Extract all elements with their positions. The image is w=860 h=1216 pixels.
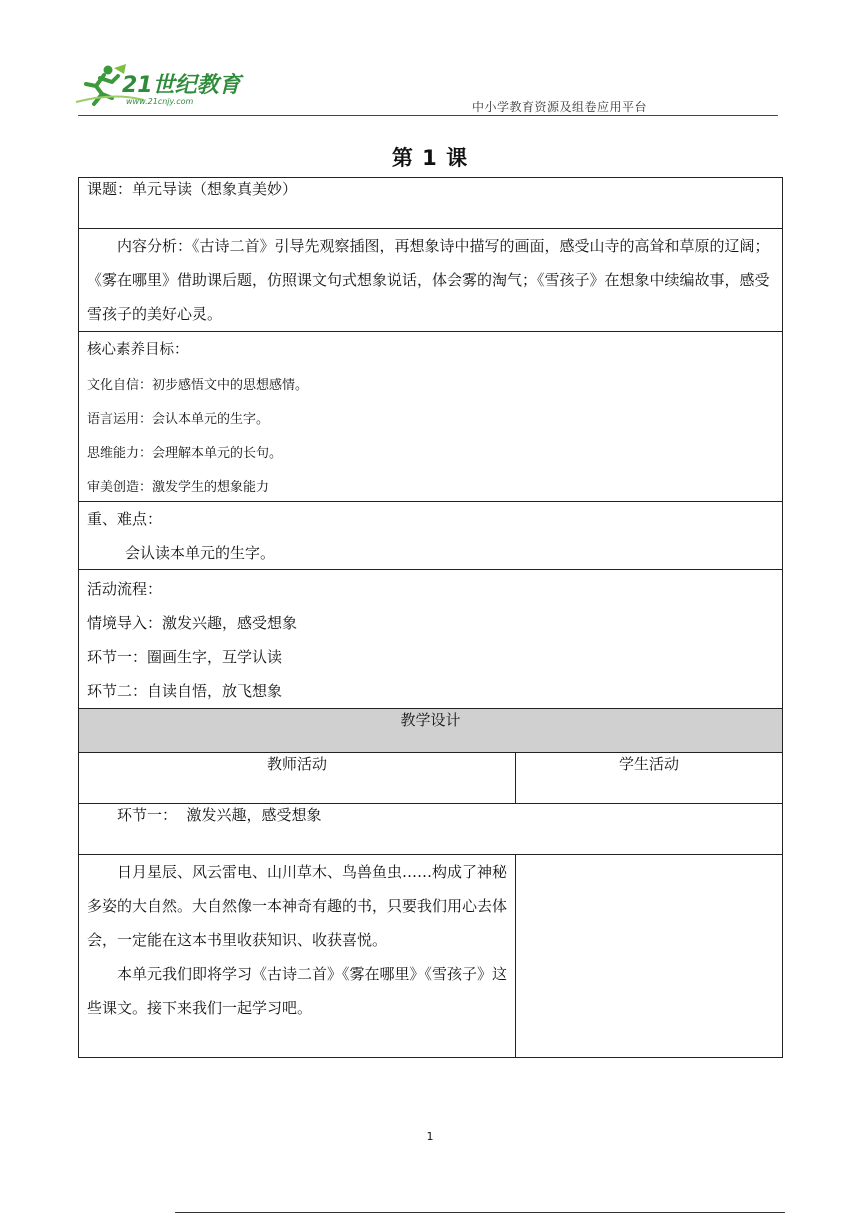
teaching-design-heading: 教学设计 <box>79 709 783 753</box>
analysis-cell: 内容分析：《古诗二首》引导先观察插图，再想象诗中描写的画面，感受山寺的高耸和草原的辽阔；《雾在哪里》借助课后题，仿照课文句式想象说话，体会雾的淘气；《雪孩子》在想象中续编故事，感受雪孩子的美好心灵。 <box>79 229 783 332</box>
link-one-row <box>79 804 783 855</box>
teacher-paragraph: 本单元我们即将学习《古诗二首》《雾在哪里》《雪孩子》这些课文。接下来我们一起学习吧。 <box>87 965 508 1017</box>
footer-divider <box>175 1212 785 1213</box>
teaching-design-header-row <box>79 709 783 753</box>
core-goal-item: 文化自信：初步感悟文中的思想感情。 <box>87 378 309 393</box>
core-goals-cell <box>79 332 783 502</box>
svg-text:www.21cnjy.com: www.21cnjy.com <box>126 97 194 106</box>
analysis-row <box>79 229 783 332</box>
column-header-row <box>79 753 783 804</box>
key-points-heading: 重、难点： <box>87 510 163 528</box>
student-activity-header: 学生活动 <box>516 753 783 804</box>
svg-text:21世纪教育: 21世纪教育 <box>122 73 241 98</box>
activity-flow-cell <box>79 570 783 709</box>
core-goals-heading: 核心素养目标： <box>87 342 189 358</box>
header-divider <box>78 115 778 116</box>
page-number: 1 <box>426 1130 434 1143</box>
core-goals-row <box>79 332 783 502</box>
student-activity-cell <box>516 855 783 1058</box>
topic-row <box>79 178 783 229</box>
core-goal-item: 审美创造：激发学生的想象能力 <box>87 480 270 495</box>
lesson-plan-table <box>78 177 783 1058</box>
teacher-paragraph: 日月星辰、风云雷电、山川草木、鸟兽鱼虫……构成了神秘多姿的大自然。大自然像一本神奇有趣的书，只要我们用心去体会，一定能在这本书里收获知识、收获喜悦。 <box>87 863 508 949</box>
link-one-heading: 环节一： 激发兴趣，感受想象 <box>79 804 783 855</box>
teacher-activity-cell <box>79 855 516 1058</box>
topic-cell: 课题：单元导读（想象真美妙） <box>79 178 783 229</box>
page-header <box>0 0 860 120</box>
page-title: 第 1 课 <box>391 146 469 170</box>
core-goal-item: 语言运用：会认本单元的生字。 <box>87 412 270 427</box>
activity-flow-item: 环节二：自读自悟，放飞想象 <box>87 682 283 700</box>
activity-flow-item: 情境导入：激发兴趣，感受想象 <box>87 614 298 632</box>
core-goal-item: 思维能力：会理解本单元的长句。 <box>87 446 283 461</box>
logo <box>74 62 254 108</box>
platform-name: 中小学教育资源及组卷应用平台 <box>472 100 648 114</box>
activity-content-row <box>79 855 783 1058</box>
activity-flow-item: 环节一：圈画生字，互学认读 <box>87 648 283 666</box>
activity-flow-row <box>79 570 783 709</box>
key-points-cell <box>79 502 783 570</box>
activity-flow-heading: 活动流程： <box>87 580 163 598</box>
key-points-row <box>79 502 783 570</box>
teacher-activity-header: 教师活动 <box>79 753 516 804</box>
key-points-body: 会认读本单元的生字。 <box>125 544 276 562</box>
